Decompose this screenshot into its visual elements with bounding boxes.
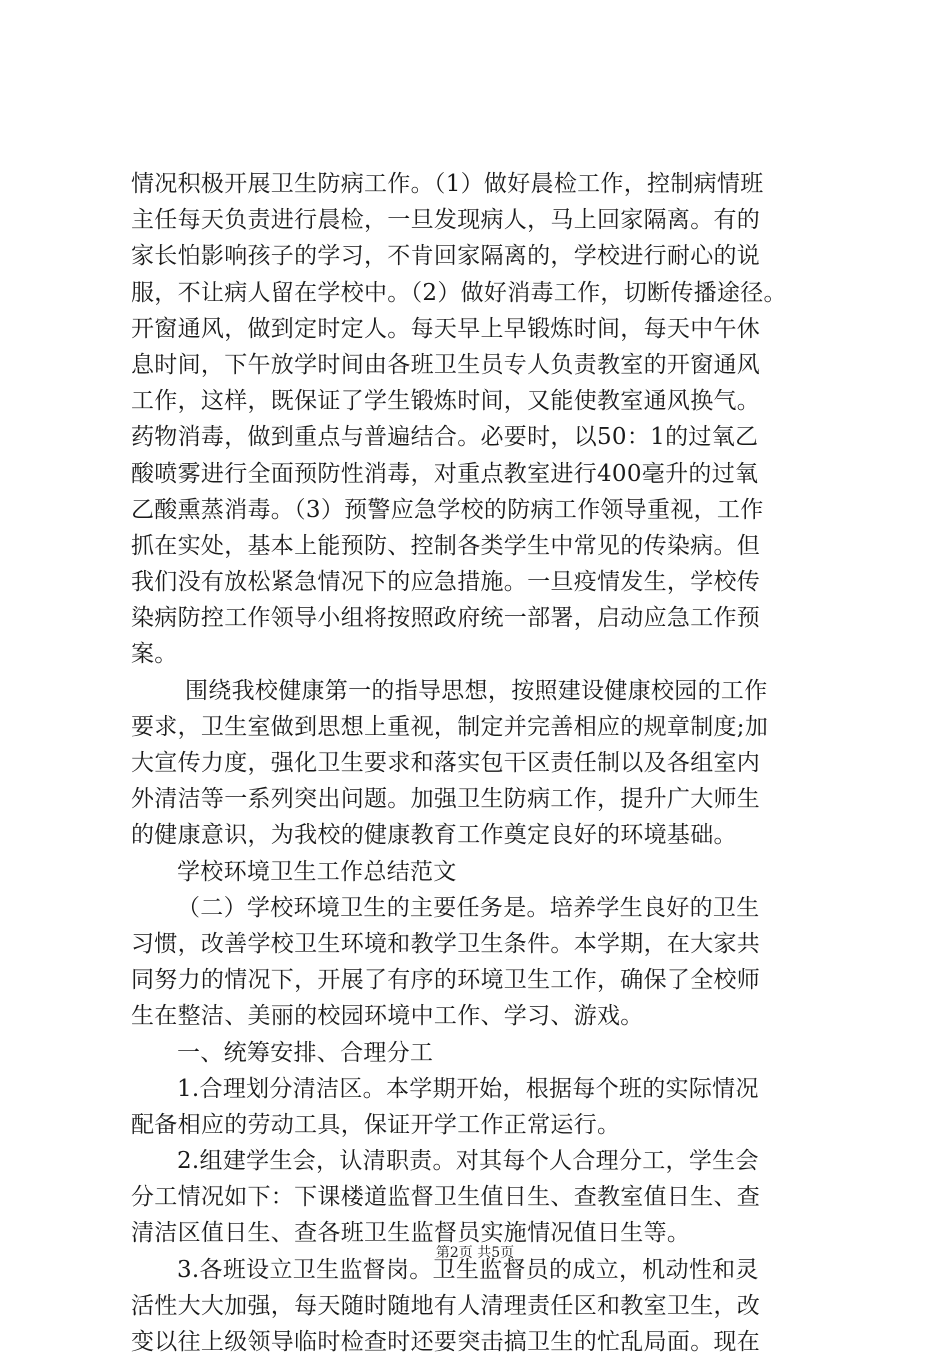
text-line: 案。: [131, 641, 178, 668]
page-number-footer: 第2页 共5页: [435, 1245, 515, 1261]
text-line: 药物消毒，做到重点与普遍结合。必要时，以50：1的过氧乙: [131, 424, 759, 451]
text-line: 情况积极开展卫生防病工作。（1）做好晨检工作，控制病情班: [131, 171, 764, 197]
text-line: 开窗通风，做到定时定人。每天早上早锻炼时间，每天中午休: [131, 315, 761, 342]
text-line: 抓在实处，基本上能预防、控制各类学生中常见的传染病。但: [131, 532, 761, 559]
text-line: 配备相应的劳动工具，保证开学工作正常运行。: [131, 1111, 621, 1138]
text-line: 同努力的情况下，开展了有序的环境卫生工作，确保了全校师: [131, 967, 761, 994]
text-line: 习惯，改善学校卫生环境和教学卫生条件。本学期，在大家共: [131, 930, 761, 957]
text-line: （二）学校环境卫生的主要任务是。培养学生良好的卫生: [177, 894, 760, 921]
text-line: 染病防控工作领导小组将按照政府统一部署，启动应急工作预: [131, 605, 761, 632]
text-line: 围绕我校健康第一的指导思想，按照建设健康校园的工作: [185, 677, 768, 704]
text-line: 生在整洁、美丽的校园环境中工作、学习、游戏。: [131, 1003, 644, 1030]
text-line: 3.各班设立卫生监督岗。卫生监督员的成立，机动性和灵: [177, 1256, 759, 1283]
text-line: 变以往上级领导临时检查时还要突击搞卫生的忙乱局面。现在: [131, 1329, 761, 1355]
document-body: [131, 166, 831, 1360]
text-line: 我们没有放松紧急情况下的应急措施。一旦疫情发生，学校传: [131, 569, 761, 596]
text-line: 服，不让病人留在学校中。（2）做好消毒工作，切断传播途径。: [131, 279, 787, 306]
text-line: 清洁区值日生、查各班卫生监督员实施情况值日生等。: [131, 1220, 691, 1247]
text-line: 学校环境卫生工作总结范文: [177, 858, 457, 885]
text-line: 家长怕影响孩子的学习，不肯回家隔离的，学校进行耐心的说: [131, 243, 761, 270]
text-line: 活性大大加强，每天随时随地有人清理责任区和教室卫生，改: [131, 1292, 761, 1319]
text-line: 外清洁等一系列突出问题。加强卫生防病工作，提升广大师生: [131, 786, 761, 813]
text-line: 一、统筹安排、合理分工: [177, 1039, 434, 1066]
text-line: 1.合理划分清洁区。本学期开始，根据每个班的实际情况: [177, 1075, 759, 1102]
text-line: 的健康意识，为我校的健康教育工作奠定良好的环境基础。: [131, 822, 737, 849]
text-line: 酸喷雾进行全面预防性消毒，对重点教室进行400毫升的过氧: [131, 460, 759, 487]
text-line: 分工情况如下：下课楼道监督卫生值日生、查教室值日生、查: [131, 1184, 761, 1211]
text-line: 要求，卫生室做到思想上重视，制定并完善相应的规章制度;加: [131, 713, 769, 740]
text-line: 2.组建学生会，认清职责。对其每个人合理分工，学生会: [177, 1148, 759, 1175]
text-line: 乙酸熏蒸消毒。（3）预警应急学校的防病工作领导重视，工作: [131, 496, 764, 523]
text-line: 息时间，下午放学时间由各班卫生员专人负责教室的开窗通风: [131, 351, 761, 378]
text-line: 工作，这样，既保证了学生锻炼时间，又能使教室通风换气。: [131, 388, 761, 415]
text-line: 主任每天负责进行晨检，一旦发现病人，马上回家隔离。有的: [131, 207, 761, 234]
text-line: 大宣传力度，强化卫生要求和落实包干区责任制以及各组室内: [131, 750, 761, 776]
